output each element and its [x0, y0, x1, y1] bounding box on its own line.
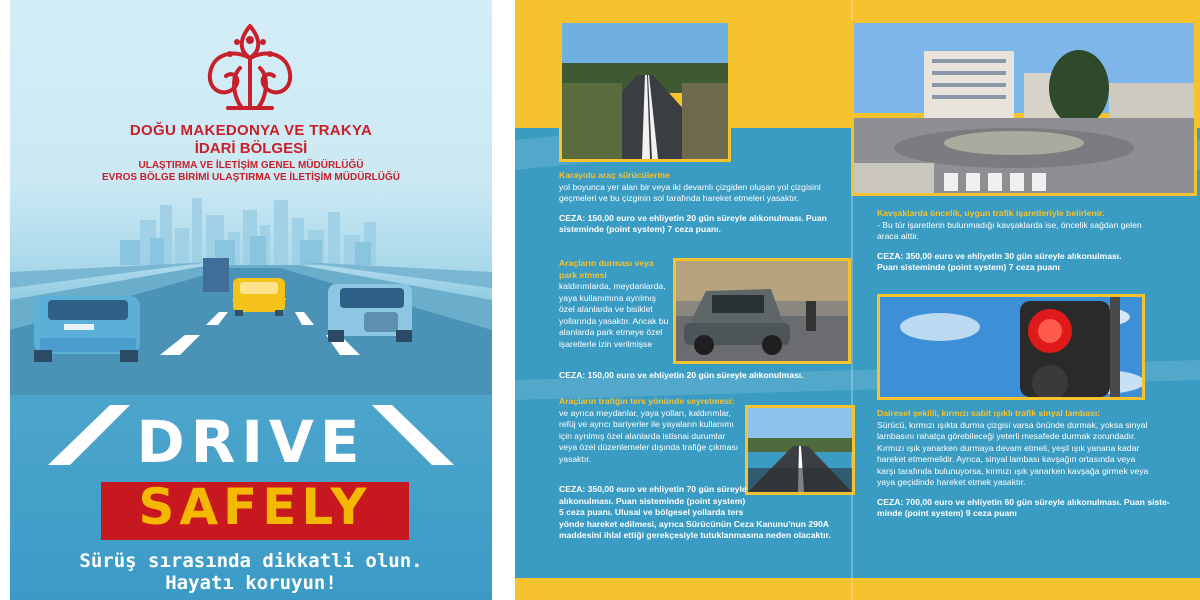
red-light-penalty-1: CEZA: 700,00 euro ve ehliyetin 60 gün süreyle alıkonulması. Puan siste-: [877, 496, 1170, 507]
parking-body-5: alanlarda park etmeye özel: [559, 327, 663, 337]
highway-title: Karayolu araç sürücülerine: [559, 170, 670, 180]
highway-penalty-1: CEZA: 150,00 euro ve ehliyetin 20 gün süreyle alıkonulması. Puan: [559, 212, 827, 223]
wrong-way-body-2: refüj ve ayrıcı bariyerler ile yayaların kullanımı: [559, 419, 734, 429]
drive-heading: DRIVE: [136, 408, 366, 476]
traffic-light-photo: [877, 294, 1145, 400]
wrong-way-penalty-2: alıkonulması. Puan sisteminde (point system): [559, 495, 746, 506]
red-light-body-4: hareket etmemelidir. Ayrıca, sinyal lambası kavşağın ortasında veya: [877, 454, 1136, 464]
slogan-line2: Hayatı koruyun!: [165, 572, 337, 594]
highway-body-1: yol boyunca yer alan bir veya iki devamlı çizgiden oluşan yol çizgisini: [559, 181, 821, 192]
wrong-way-photo: [745, 405, 855, 495]
red-light-body-3: Kırmızı ışık yanarken durmaya devam etmeli, yeşil ışık yanana kadar: [877, 442, 1140, 453]
wrong-way-penalty-3: 5 ceza puanı. Ulusal ve bölgesel yollarda ters: [559, 507, 744, 517]
parking-body-2: yaya kullanımına ayrılmış: [559, 292, 656, 303]
wrong-way-body-5: yasaktır.: [559, 453, 591, 464]
red-light-penalty-2: minde (point system) 9 ceza puanı: [877, 508, 1017, 518]
red-light-body-2: lambasını rahatça görebileceği yeterli mesafede durmak zorundadır.: [877, 431, 1136, 441]
junctions-body-1: - Bu tür işaretlerin bulunmadığı kavşaklarda ise, öncelik sağdan gelen: [877, 219, 1142, 230]
region-title-line1: DOĞU MAKEDONYA VE TRAKYA: [129, 122, 373, 139]
parking-body-4: yollarında yasaktır. Ancak bu: [559, 315, 669, 326]
section-parking: [559, 258, 671, 350]
junctions-body-2: araca aittir.: [877, 231, 920, 241]
bottom-yellow-band: [515, 578, 1200, 600]
yellow-car: [233, 278, 285, 316]
directorate-line1: ULAŞTIRMA VE İLETİŞİM GENEL MÜDÜRLÜĞÜ: [138, 160, 364, 171]
parking-title-1: Araçların durması veya: [559, 258, 654, 268]
highway-penalty-2: sisteminde (point system) 7 ceza puanı.: [559, 224, 721, 234]
parking-body-6: işaretlerle izin verilmişse: [559, 338, 653, 349]
wrong-way-penalty-5: maddesini ihlal ettiği gerekçesiyle tutuklanmasına neden olacaktır.: [559, 530, 831, 540]
directorate-line2: EVROS BÖLGE BİRİMİ ULAŞTIRMA VE İLETİŞİM MÜDÜRLÜĞÜ: [102, 172, 400, 183]
red-light-body-6: yaya geçidinde hareket etmek yasaktır.: [877, 477, 1026, 487]
blue-car-left: [34, 296, 140, 362]
slogan-line1: Sürüş sırasında dikkatli olun.: [79, 550, 423, 572]
section-highway: [559, 170, 849, 236]
safely-heading: SAFELY: [138, 478, 372, 536]
section-junctions: [877, 208, 1195, 274]
junctions-penalty-1: CEZA: 350,00 euro ve ehliyetin 30 gün süreyle alıkonulması.: [877, 250, 1122, 261]
wrong-way-body-4: veya özel düzenlemeler dışında trafiğe çıkması: [559, 442, 739, 452]
region-title-line2: İDARİ BÖLGESİ: [194, 140, 308, 157]
cover-panel: [10, 0, 492, 600]
junction-photo: [851, 20, 1197, 196]
wrong-way-body-1: ve ayrıca meydanlar, yaya yolları, kaldırımlar,: [559, 407, 731, 418]
junctions-title: Kavşaklarda öncelik, uygun trafik işaretleriyle belirlenir.: [877, 208, 1105, 218]
wrong-way-penalty-1: CEZA: 350,00 euro ve ehliyetin 70 gün süreyle: [559, 484, 747, 494]
wrong-way-penalty: [559, 484, 849, 542]
red-light-body-1: Sürücü, kırmızı ışıkta durma çizgisi varsa önünde durmak, yoksa sinyal: [877, 419, 1148, 430]
red-light-title: Dairesel şekilli, kırmızı sabit ışıklı trafik sinyal lambası:: [877, 408, 1101, 418]
section-wrong-way: [559, 396, 745, 465]
wrong-way-body-3: için ayrılmış özel alanlarda istisnai durumlar: [559, 430, 726, 441]
info-panel: [515, 0, 1200, 600]
parking-penalty: CEZA: 150,00 euro ve ehliyetin 20 gün süreyle alıkonulması.: [559, 370, 804, 380]
suv-right: [328, 284, 412, 342]
junctions-penalty-2: Puan sisteminde (point system) 7 ceza puanı: [877, 262, 1060, 272]
parking-body-3: özel alanlarda ve bisiklet: [559, 304, 653, 314]
parking-title-2: park etmesi: [559, 269, 607, 280]
parked-car-photo: [673, 258, 851, 364]
highway-photo: [559, 20, 731, 162]
section-red-light: [877, 408, 1195, 520]
red-light-body-5: karşı tarafında bulunuyorsa, kırmızı ışık yanarken kavşağa girmek veya: [877, 465, 1149, 476]
highway-body-2: geçmeleri ve bu çizginin sol tarafında hareket etmeleri yasaktır.: [559, 193, 799, 203]
wrong-way-penalty-4: yönde hareket edilmesi, ayrıca Sürücünün Ceza Kanunu'nun 290A: [559, 518, 829, 529]
parking-body-1: kaldırımlarda, meydanlarda,: [559, 281, 666, 291]
wrong-way-title: Araçların trafiğin ters yönünde seyretmesi:: [559, 396, 735, 406]
crest-icon: [190, 18, 310, 118]
